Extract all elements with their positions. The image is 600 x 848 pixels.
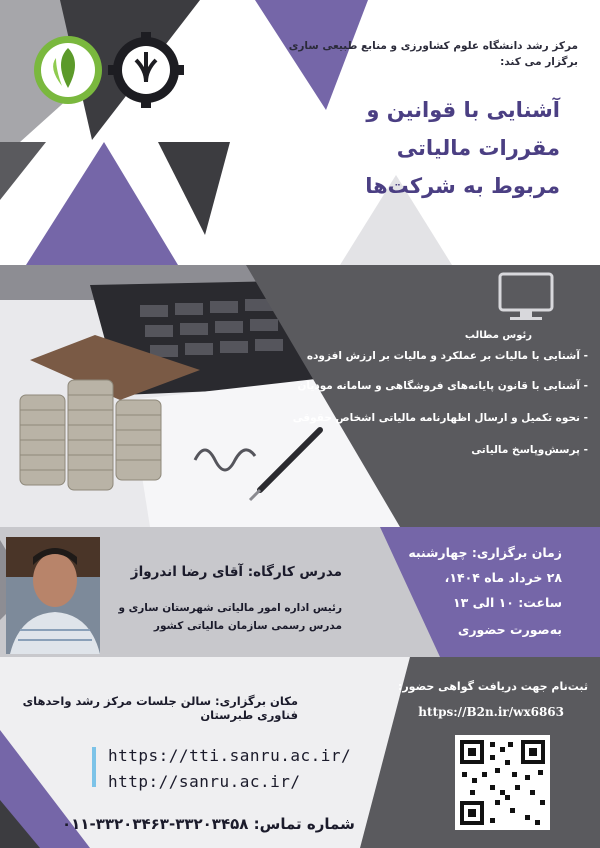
agri-university-logo [34,36,102,104]
topic-item-2: - آشنایی با قانون پایانه‌های فروشگاهی و سامانه مودیان [297,380,588,392]
sanru-link[interactable]: http://sanru.ac.ir/ [108,772,301,791]
registration-label: ثبت‌نام جهت دریافت گواهی حضور: [397,680,588,693]
instructor-photo [6,537,100,654]
title-line-2: مقررات مالیاتی [396,136,560,160]
contact-phone: شماره تماس: ۳۳۲۰۳۴۵۸-۳۳۲۰۳۴۶۳-۰۱۱ [62,815,355,833]
title-line-1: آشنایی با قوانین و [366,98,560,122]
schedule-line-4: به‌صورت حضوری [457,622,562,637]
topic-item-3: - نحوه تکمیل و ارسال اظهارنامه مالیاتی اشخاص حقوقی [292,412,588,424]
instructor-name: مدرس کارگاه: آقای رضا اندرواژ [130,564,342,580]
schedule-line-1: زمان برگزاری: چهارشنبه [408,545,562,560]
organizer-line-2: برگزار می کند: [500,56,578,68]
schedule-line-3: ساعت: ۱۰ الی ۱۳ [453,595,562,610]
schedule-line-2: ۲۸ خرداد ماه ۱۴۰۴، [444,570,562,585]
instructor-role-1: رئیس اداره امور مالیاتی شهرستان ساری و [118,602,342,614]
topics-heading: رئوس مطالب [464,330,532,341]
title-line-3: مربوط به شرکت‌ها [365,174,560,198]
instructor-role-2: مدرس رسمی سازمان مالیاتی کشور [153,620,342,632]
topic-item-1: - آشنایی با مالیات بر عملکرد و مالیات بر ارزش افزوده [306,350,588,362]
venue-text: مکان برگزاری: سالن جلسات مرکز رشد واحدهای فناوری طبرستان [22,694,298,722]
qr-code [455,735,550,830]
topic-item-4: - پرسش‌وپاسخ مالیاتی [471,444,588,456]
registration-link[interactable]: https://B2n.ir/wx6863 [418,705,564,719]
tti-link[interactable]: https://tti.sanru.ac.ir/ [108,746,352,765]
organizer-line-1: مرکز رشد دانشگاه علوم کشاورزی و منابع طبیعی ساری [288,40,578,52]
